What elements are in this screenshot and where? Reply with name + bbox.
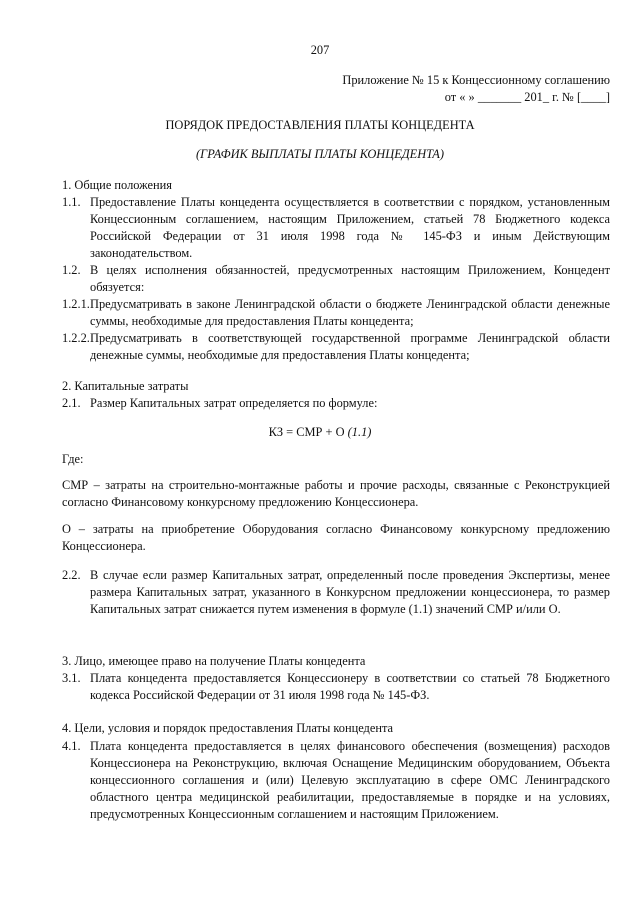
where-label: Где:: [62, 452, 84, 466]
formula: [0, 424, 640, 441]
clause-2-2: [62, 567, 610, 618]
clause-1-2-1: [62, 296, 610, 330]
annex-line-1: Приложение № 15 к Концессионному соглашению: [342, 73, 610, 87]
clause-2-1: [62, 395, 610, 412]
formula-reference: (1.1): [347, 425, 372, 439]
clause-1-2: [62, 262, 610, 296]
clause-number: 4.1.: [62, 739, 81, 753]
annex-line-2: от « » _______ 201_ г. № [____]: [444, 90, 610, 104]
clause-1-2-2: [62, 330, 610, 364]
clause-text: Предусматривать в соответствующей государственной программе Ленинградской области денежные суммы, необходимые для предоставления Платы концедента;: [90, 331, 610, 362]
clause-text: Размер Капитальных затрат определяется по формуле:: [90, 396, 378, 410]
clause-number: 2.2.: [62, 568, 81, 582]
clause-4-1: [62, 738, 610, 823]
section-4-heading: 4. Цели, условия и порядок предоставления Платы концедента: [62, 721, 394, 735]
clause-text: Предоставление Платы концедента осуществляется в соответствии с порядком, установленным Концессионным соглашением, настоящим Приложением, статьей 78 Бюджетного кодекса Российской Федерации от 31 июля 1998 года № 145-ФЗ и иным Действующим законодательством.: [90, 195, 610, 260]
clause-text: Плата концедента предоставляется в целях финансового обеспечения (возмещения) расходов Концессионера на Реконструкцию, включая Оснащение Медицинским оборудованием, Объекта концессионного соглашения и (или) Целевую эксплуатацию в сфере ОМС Ленинградского областного центра медицинской реабилитации, предоставляемые в порядке и на условиях, предусмотренных Концессионным соглашением и настоящим Приложением.: [90, 739, 610, 821]
clause-text: Плата концедента предоставляется Концессионеру в соответствии со статьей 78 Бюджетного кодекса Российской Федерации от 31 июля 1998 года № 145-ФЗ.: [90, 671, 610, 702]
formula-expression: КЗ = СМР + О: [268, 425, 345, 439]
definition-smr: СМР – затраты на строительно-монтажные работы и прочие расходы, связанные с Реконструкцией согласно Финансовому конкурсному предложению Концессионера.: [62, 478, 610, 509]
section-1-heading: 1. Общие положения: [62, 178, 173, 192]
clause-text: Предусматривать в законе Ленинградской области о бюджете Ленинградской области денежные суммы, необходимые для предоставления Платы концедента;: [90, 297, 610, 328]
clause-number: 1.2.2.: [62, 331, 90, 345]
document-title: ПОРЯДОК ПРЕДОСТАВЛЕНИЯ ПЛАТЫ КОНЦЕДЕНТА: [165, 118, 475, 132]
definition-o: О – затраты на приобретение Оборудования согласно Финансовому конкурсному предложению Концессионера.: [62, 522, 610, 553]
section-2-heading: 2. Капитальные затраты: [62, 379, 189, 393]
clause-number: 1.1.: [62, 195, 81, 209]
clause-number: 2.1.: [62, 396, 81, 410]
page-number: 207: [310, 43, 330, 57]
section-3-heading: 3. Лицо, имеющее право на получение Платы концедента: [62, 654, 366, 668]
document-subtitle: (ГРАФИК ВЫПЛАТЫ ПЛАТЫ КОНЦЕДЕНТА): [196, 147, 444, 161]
clause-number: 1.2.: [62, 263, 81, 277]
clause-3-1: [62, 670, 610, 704]
clause-1-1: [62, 194, 610, 262]
clause-text: В целях исполнения обязанностей, предусмотренных настоящим Приложением, Концедент обязуется:: [90, 263, 610, 294]
clause-text: В случае если размер Капитальных затрат, определенный после проведения Экспертизы, менее размера Капитальных затрат, указанного в Конкурсном предложении концессионера, то размер Капитальных затрат снижается путем изменения в формуле (1.1) значений СМР и/или О.: [90, 568, 610, 616]
clause-number: 3.1.: [62, 671, 81, 685]
clause-number: 1.2.1.: [62, 297, 90, 311]
